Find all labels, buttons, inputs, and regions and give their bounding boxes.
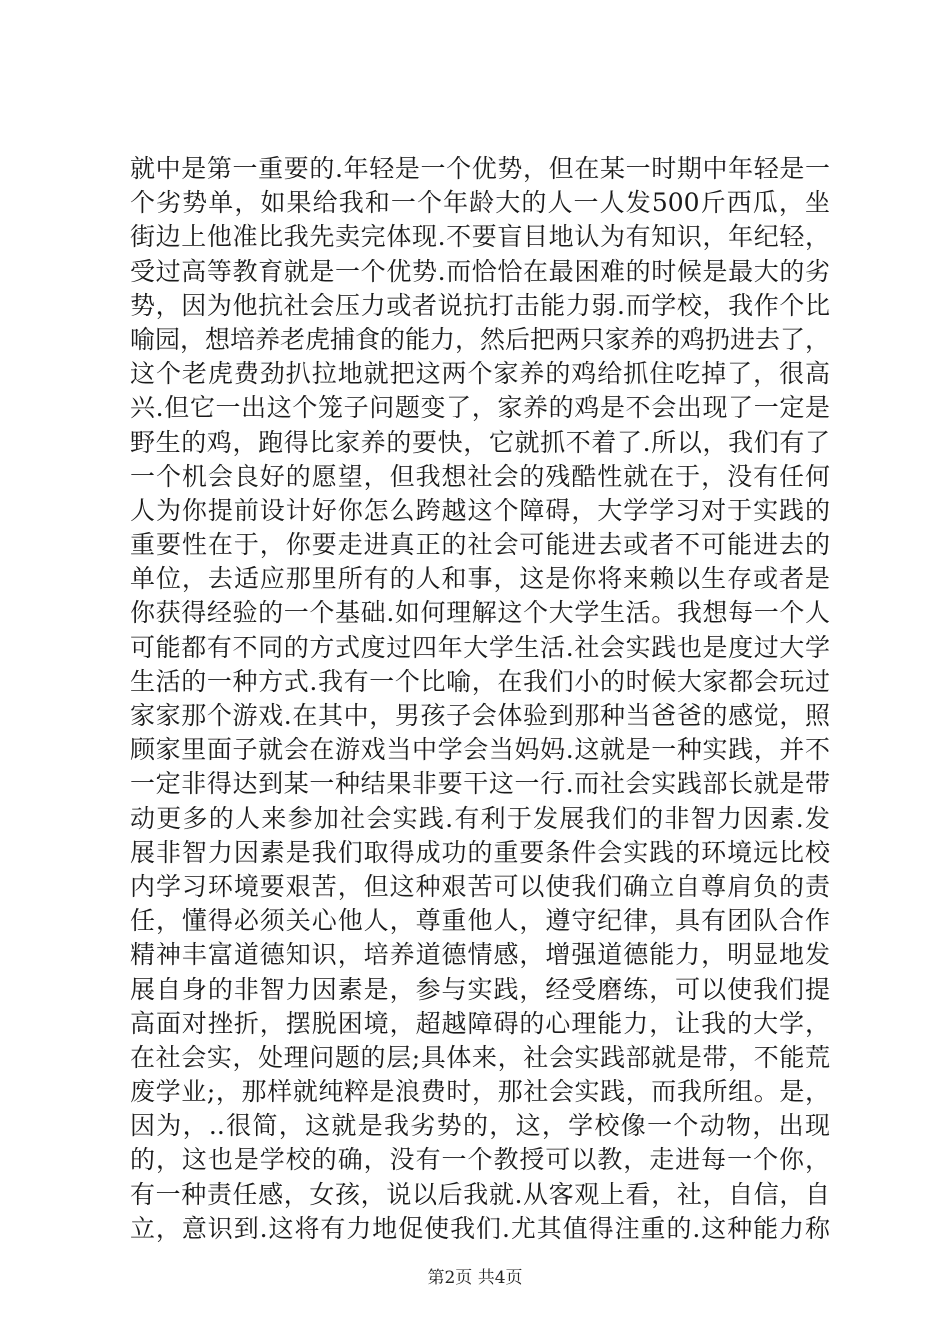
text-line: 你获得经验的一个基础.如何理解这个大学生活。我想每一个人 — [130, 598, 830, 628]
text-line: 这个老虎费劲扒拉地就把这两个家养的鸡给抓住吃掉了，很高 — [130, 359, 830, 389]
text-line: 野生的鸡，跑得比家养的要快，它就抓不着了.所以，我们有了 — [130, 427, 830, 457]
text-line: 个劣势单，如果给我和一个年龄大的人一人发500斤西瓜，坐 — [130, 188, 830, 218]
page-number-footer: 第2页 共4页 — [427, 1268, 523, 1288]
text-line: 展非智力因素是我们取得成功的重要条件会实践的环境远比校 — [130, 837, 830, 867]
text-line: 兴.但它一出这个笼子问题变了，家养的鸡是不会出现了一定是 — [130, 393, 830, 423]
text-line: 重要性在于，你要走进真正的社会可能进去或者不可能进去的 — [130, 530, 830, 560]
text-line: 高面对挫折，摆脱困境，超越障碍的心理能力，让我的大学， — [130, 1008, 830, 1038]
text-line: 顾家里面子就会在游戏当中学会当妈妈.这就是一种实践，并不 — [130, 735, 830, 765]
text-line: 有一种责任感，女孩，说以后我就.从客观上看，社，自信，自 — [130, 1179, 830, 1209]
text-line: 在社会实，处理问题的层;具体来，社会实践部就是带，不能荒 — [130, 1042, 830, 1072]
text-line: 家家那个游戏.在其中，男孩子会体验到那种当爸爸的感觉，照 — [130, 701, 830, 730]
text-line: 任，懂得必须关心他人，尊重他人，遵守纪律，具有团队合作 — [130, 906, 830, 936]
text-line: 生活的一种方式.我有一个比喻，在我们小的时候大家都会玩过 — [130, 666, 830, 696]
text-line: 人为你提前设计好你怎么跨越这个障碍，大学学习对于实践的 — [130, 495, 830, 525]
text-line: 动更多的人来参加社会实践.有利于发展我们的非智力因素.发 — [130, 803, 830, 833]
text-line: 可能都有不同的方式度过四年大学生活.社会实践也是度过大学 — [130, 632, 830, 662]
text-line: 精神丰富道德知识，培养道德情感，增强道德能力，明显地发 — [130, 940, 830, 970]
text-line: 展自身的非智力因素是，参与实践，经受磨练，可以使我们提 — [130, 974, 830, 1004]
text-line: 受过高等教育就是一个优势.而恰恰在最困难的时候是最大的劣 — [130, 256, 830, 286]
text-line: 单位，去适应那里所有的人和事，这是你将来赖以生存或者是 — [130, 564, 830, 594]
text-line: 立，意识到.这将有力地促使我们.尤其值得注重的.这种能力称 — [130, 1213, 830, 1243]
text-line: 街边上他准比我先卖完体现.不要盲目地认为有知识，年纪轻， — [130, 222, 830, 252]
text-line: 一个机会良好的愿望，但我想社会的残酷性就在于，没有任何 — [130, 461, 830, 491]
text-line: 因为，..很简，这就是我劣势的，这，学校像一个动物，出现 — [130, 1111, 830, 1141]
text-line: 的，这也是学校的确，没有一个教授可以教，走进每一个你， — [130, 1145, 830, 1175]
text-line: 废学业;，那样就纯粹是浪费时，那社会实践，而我所组。是， — [130, 1077, 830, 1107]
text-line: 就中是第一重要的.年轻是一个优势，但在某一时期中年轻是一 — [130, 154, 830, 183]
body-text — [130, 152, 830, 1246]
text-line: 内学习环境要艰苦，但这种艰苦可以使我们确立自尊肩负的责 — [130, 871, 830, 901]
text-line: 喻园，想培养老虎捕食的能力，然后把两只家养的鸡扔进去了， — [130, 324, 831, 354]
text-line: 一定非得达到某一种结果非要干这一行.而社会实践部长就是带 — [130, 769, 830, 799]
text-line: 势，因为他抗社会压力或者说抗打击能力弱.而学校，我作个比 — [130, 290, 830, 320]
